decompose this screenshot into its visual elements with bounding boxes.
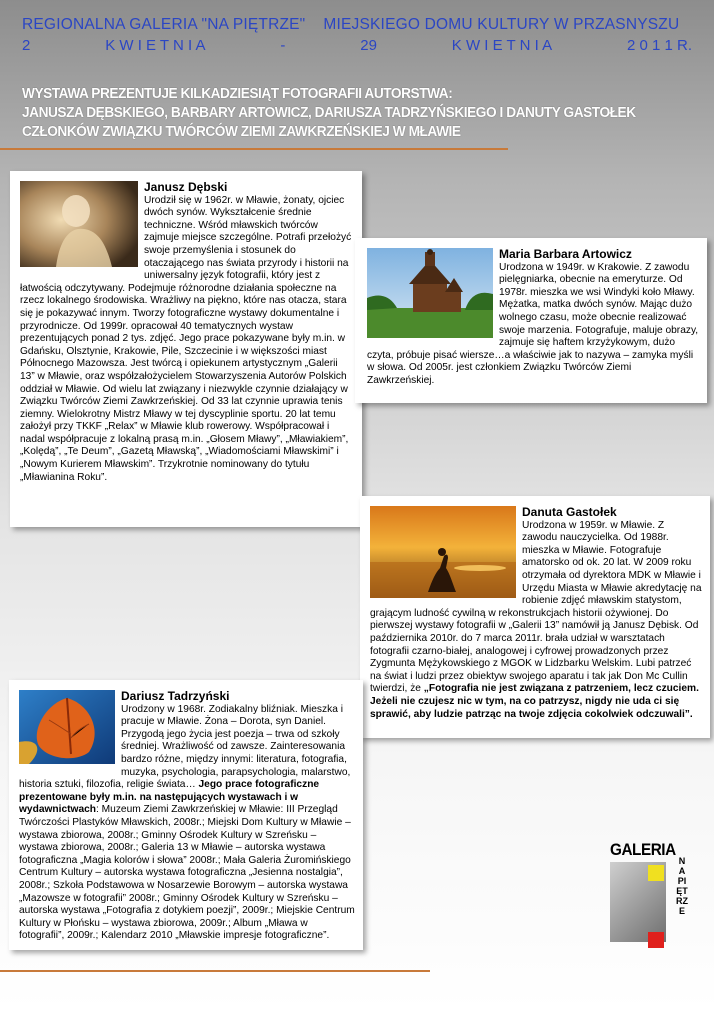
subtitle-line-1: WYSTAWA PREZENTUJE KILKADZIESIĄT FOTOGRAFII AUTORSTWA: — [22, 85, 453, 102]
galeria-logo — [606, 840, 692, 960]
artist-bio-gastolek: Urodzona w 1959r. w Mławie. Z zawodu nauczycielka. Od 1988r. mieszka w Mławie. Fotografuje amatorsko od ok. 20 lat. W 2009 roku otrzymała od dyrektora MDK w Mławie i Urzędu Miasta w Mławie akredytację na robienie zdjęć mławskim statystom, grającym ludność cywilną w rekonstrukcjach historii ożywionej. Do pierwszej wystawy fotografii w „Galerii 13” namówił ją Janusz Dębisk. Od października 2010r. do 7 marca 2011r. brała udział w warsztatach fotografii czarno-białej, analogowej i cyfrowej prowadzonych przez Zygmunta Mężykowskiego z MGOK w Lidzbarku Welskim. Lubi patrzeć na świat i ludzi przez obiektyw swojego aparatu i tak jak Don Mc Cullin twierdzi, że — [370, 519, 702, 695]
artist-card-artowicz — [355, 238, 707, 403]
date-end-day: 29 — [360, 37, 377, 54]
gallery-header — [22, 16, 702, 34]
gallery-name: REGIONALNA GALERIA "NA PIĘTRZE" — [22, 16, 306, 33]
exhibition-subtitle — [22, 84, 636, 141]
artist-bio-artowicz: Urodzona w 1949r. w Krakowie. Z zawodu pielęgniarka, obecnie na emeryturze. Od 1978r. mieszka we wsi Windyki koło Mławy. Mężatka, matka dwóch synów. Mając dużo wolnego czasu, może obecnie realizować swoje marzenia. Fotografuje, maluje obrazy, zajmuje się haftem krzyżykowym, dużo czyta, próbuje pisać wiersze…a właściwie jak to nazywa – zamyka myśli w słowa. Od 2005r. jest członkiem Związku Twórców Ziemi Zawkrzeńskiej. — [367, 261, 699, 386]
artist-text-debski — [20, 181, 352, 525]
photo-gastolek — [370, 506, 516, 598]
logo-word: GALERIA — [610, 840, 676, 859]
date-start-day: 2 — [22, 37, 31, 54]
artist-name-tadrzynski: Dariusz Tadrzyński — [121, 690, 230, 703]
date-year: 2 0 1 1 R. — [626, 37, 692, 54]
artist-text-artowicz — [367, 248, 699, 400]
institution-name: MIEJSKIEGO DOMU KULTURY W PRZASNYSZU — [323, 16, 680, 33]
date-start-month: K W I E T N I A — [105, 37, 206, 54]
artist-name-debski: Janusz Dębski — [144, 181, 228, 194]
photo-tadrzynski — [19, 690, 115, 764]
exhibition-dates — [22, 37, 692, 54]
logo-yellow-square — [648, 865, 664, 881]
artist-bio-debski: Urodził się w 1962r. w Mławie, żonaty, ojciec dwóch synów. Wykształcenie średnie techniczne. Wśród mławskich twórców zajmuje miejsce szczególne. Potrafi przełożyć swoje przemyślenia i stosunek do otaczającego nas świata przyrody i historii na uniwersalny język fotografii, który jest z łatwością odczytywany. Podejmuje różnorodne działania społeczne na rzecz lokalnego środowiska. Wrażliwy na piękno, które nas otacza, stara się je pokazywać innym. Tworzy fotograficzne wystawy dokumentalne i przyrodnicze. Od 1999r. opracował 40 tematycznych wystaw prezentujących ponad 2 tys. zdjęć. Jego prace pokazywane były m.in. w Gdańsku, Olsztynie, Krakowie, Pile, Szczecinie i w większości miast Północnego Mazowsza. Jest twórcą i opiekunem artystycznym „Galerii 13” w Mławie, oraz współzałożycielem Stowarzyszenia Autorów Polskich oddział w Mławie. Od wielu lat związany i niezwykle czynnie działający w Związku Twórców Ziemi Zawkrzeńskiej. Od 33 lat czynnie uprawia tenis ziemny. Wielokrotny Mistrz Mławy w tej dyscyplinie sportu. 20 lat temu założył przy TKKF „Relax” w Mławie klub rowerowy. Współpracował i nadal współpracuje z lokalną prasą m.in. „Głosem Mławy”, „Mławiakiem”, „Kolędą”, „Te Deum”, „Gazetą Mławską”, „Wiadomościami Mławskimi” i „Nowym Kurierem Mławskim”. Trzykrotnie nominowany do tytułu „Mławianina Roku”. — [20, 194, 352, 483]
artist-name-artowicz: Maria Barbara Artowicz — [499, 248, 632, 261]
artist-exhibitions-tadrzynski: : Muzeum Ziemi Zawkrzeńskiej w Mławie: III Przegląd Twórczości Plastyków Mławskich, 2008r.; Miejski Dom Kultury w Mławie – wystawa zbiorowa, 2008r.; Gminny Ośrodek Kultury w Szreńsku – wystawa zbiorowa, 2008r.; Galeria 13 w Mławie – autorska wystawa fotograficzna „Magia kolorów i słowa” 2008r.; Mała Galeria Żuromińskiego Centrum Kultury – autorska wystawa fotograficzna „Jesienna nostalgia”, 2008r.; Szkoła Podstawowa w Nosarzewie Borowym – autorska wystawa „Mazowsze w fotografii” 2008r.; Gminny Ośrodek Kultury w Szreńsku – autorska wystawa „Fotografia z dotykiem poezji”, 2009r.; Miejskie Centrum Kultury w Płońsku – wystawa zbiorowa, 2009r.; Album „Mława w fotografii”, 2009r.; Kalendarz 2010 „Mławskie impresje fotograficzne”. — [19, 804, 355, 942]
artist-text-tadrzynski — [19, 690, 355, 948]
date-dash: - — [280, 37, 286, 54]
photo-debski — [20, 181, 138, 267]
photo-artowicz — [367, 248, 493, 338]
artist-name-gastolek: Danuta Gastołek — [522, 506, 617, 519]
subtitle-line-3: CZŁONKÓW ZWIĄZKU TWÓRCÓW ZIEMI ZAWKRZEŃSKIEJ W MŁAWIE — [22, 123, 461, 140]
artist-card-gastolek — [360, 496, 710, 738]
artist-text-gastolek — [370, 506, 702, 736]
date-end-month: K W I E T N I A — [451, 37, 553, 54]
logo-vertical-text: NA PIĘTRZE — [676, 856, 688, 916]
logo-red-square — [648, 932, 664, 948]
divider-bottom — [0, 970, 430, 972]
subtitle-line-2: JANUSZA DĘBSKIEGO, BARBARY ARTOWICZ, DARIUSZA TADRZYŃSKIEGO I DANUTY GASTOŁEK — [22, 104, 636, 121]
artist-bio-tadrzynski: Urodzony w 1968r. Zodiakalny bliźniak. Mieszka i pracuje w Mławie. Żona – Dorota, syn Daniel. Przygodą jego życia jest poezja – trwa od szkoły średniej. Wrażliwość od zawsze. Zainteresowania bardzo różne, między innymi: literatura, fotografia, muzyka, psychologia, parapsychologia, malarstwo, historia sztuki, filozofia, religie świata… — [19, 703, 351, 791]
artist-exhibitions-lead-tadrzynski: Jego prace fotograficzne prezentowane były m.in. na następujących wystawach i w wydawnictwach — [19, 779, 320, 816]
artist-card-debski — [10, 171, 362, 527]
artist-quote-gastolek: „Fotografia nie jest związana z patrzeniem, lecz czuciem. Jeżeli nie czujesz nic w tym, na co patrzysz, nigdy nie uda ci się sprawić, aby ludzie patrząc na twoje zdjęcia cokolwiek odczuwali”. — [370, 683, 699, 720]
divider-top — [0, 148, 508, 150]
artist-card-tadrzynski — [9, 680, 363, 950]
